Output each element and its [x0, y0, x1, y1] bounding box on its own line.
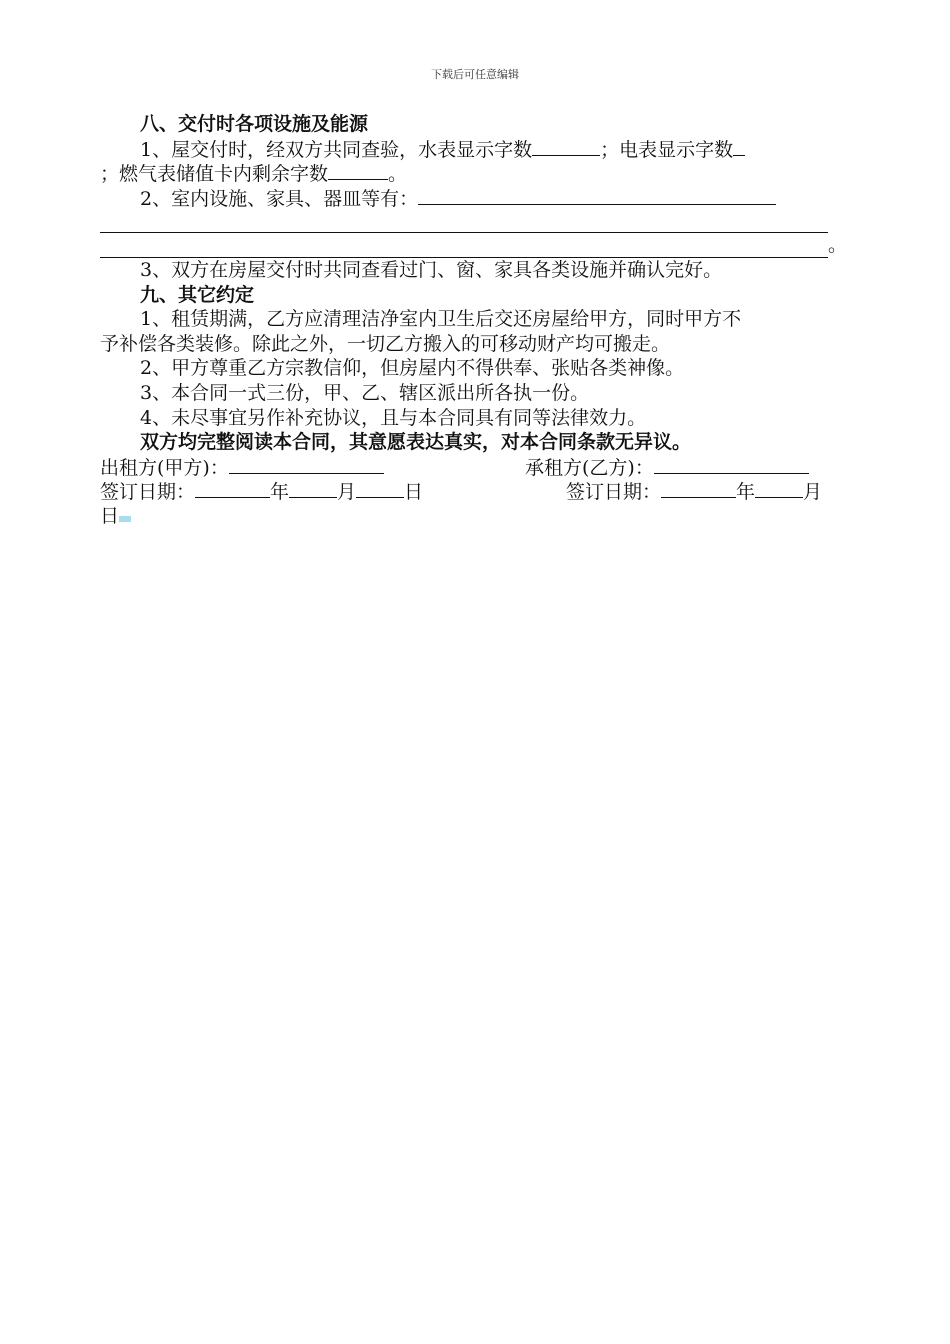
agreement-statement: 双方均完整阅读本合同，其意愿表达真实，对本合同条款无异议。 — [140, 431, 692, 454]
section-9-item-1: 1、租赁期满，乙方应清理洁净室内卫生后交还房屋给甲方，同时甲方不 — [140, 308, 742, 331]
section-8-item-3: 3、双方在房屋交付时共同查看过门、窗、家具各类设施并确认完好。 — [140, 258, 723, 281]
lessor-signature-blank[interactable] — [229, 455, 384, 474]
signature-row — [100, 455, 850, 480]
lessee-date — [566, 479, 822, 504]
section-9-item-3: 3、本合同一式三份，甲、乙、辖区派出所各执一份。 — [140, 381, 590, 404]
facilities-blank-3[interactable] — [100, 235, 828, 258]
section-9-item-4: 4、未尽事宜另作补充协议，且与本合同具有同等法律效力。 — [140, 406, 647, 429]
section-9-title: 九、其它约定 — [140, 283, 255, 306]
lessee-month-blank[interactable] — [755, 479, 803, 498]
gas-card-blank[interactable] — [328, 161, 388, 180]
lessee-date-cont — [100, 504, 850, 529]
lessor-year-label: 年 — [270, 481, 290, 504]
facilities-blank-2[interactable] — [100, 210, 828, 233]
lessee-signature-blank[interactable] — [654, 455, 809, 474]
item-1-text-a: 1、屋交付时，经双方共同查验，水表显示字数 — [140, 138, 533, 161]
facilities-blank-3-row — [100, 233, 850, 258]
lessee-date-label: 签订日期： — [566, 481, 662, 504]
page-header-note: 下载后可任意编辑 — [431, 68, 519, 81]
lessee-day-label: 日 — [100, 504, 120, 527]
lessor-month-label: 月 — [337, 481, 357, 504]
section-8-title: 八、交付时各项设施及能源 — [140, 113, 369, 135]
section-9-item-2: 2、甲方尊重乙方宗教信仰，但房屋内不得供奉、张贴各类神像。 — [140, 357, 685, 380]
lessor-signature — [100, 455, 525, 480]
lessee-month-label: 月 — [803, 481, 823, 504]
section-8-item-2 — [100, 186, 850, 211]
lessor-month-blank[interactable] — [289, 479, 337, 498]
item-1-text-c: ；燃气表储值卡内剩余字数 — [100, 163, 329, 186]
water-meter-blank[interactable] — [532, 137, 600, 156]
lessor-year-blank[interactable] — [195, 479, 270, 498]
lessee-year-blank[interactable] — [661, 479, 736, 498]
facilities-blank-1[interactable] — [418, 186, 776, 205]
text-cursor-marker — [119, 516, 131, 522]
section-8-item-1 — [100, 137, 850, 162]
lessor-day-label: 日 — [404, 481, 424, 504]
lessee-signature — [525, 455, 809, 480]
item-2-end: 。 — [828, 234, 848, 257]
lessor-label: 出租方(甲方)： — [100, 456, 229, 479]
lessee-year-label: 年 — [736, 481, 756, 504]
lessor-date — [100, 479, 566, 504]
item-1-text-b: ；电表显示字数 — [600, 138, 734, 161]
section-8-item-1-cont — [100, 161, 850, 186]
electric-meter-blank[interactable] — [733, 137, 745, 156]
date-row — [100, 479, 850, 504]
lessor-day-blank[interactable] — [356, 479, 404, 498]
contract-body — [100, 112, 850, 529]
lessee-label: 承租方(乙方)： — [525, 456, 654, 479]
lessor-date-label: 签订日期： — [100, 481, 196, 504]
section-9-item-1-cont: 予补偿各类装修。除此之外，一切乙方搬入的可移动财产均可搬走。 — [100, 332, 671, 355]
item-2-text: 2、室内设施、家具、器皿等有： — [140, 187, 419, 210]
item-1-text-d: 。 — [388, 163, 408, 186]
